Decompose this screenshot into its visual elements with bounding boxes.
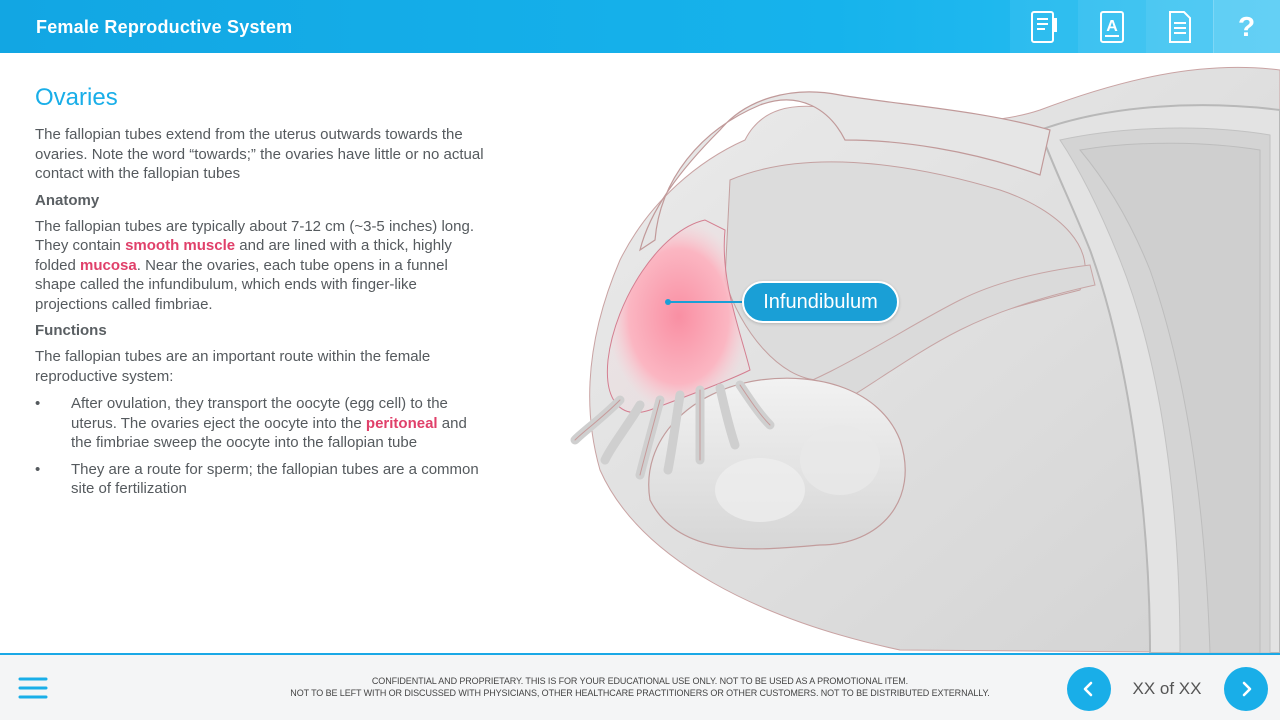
app-header	[0, 0, 1280, 53]
list-item	[35, 460, 485, 499]
intro-paragraph: The fallopian tubes extend from the uterus outwards towards the ovaries. Note the word “towards;” the ovaries have little or no actual contact with the fallopian tubes	[35, 126, 484, 182]
anatomy-text-1: The fallopian tubes are typically about 7-12 cm (~3-5 inches) long. They contain	[35, 217, 474, 254]
bullet-dot: •	[35, 460, 41, 478]
ovary-follicle	[715, 458, 805, 522]
anatomy-text-2: and are lined with a thick, highly folded	[35, 237, 452, 274]
bullet1-text-1: After ovulation, they transport the oocyte (egg cell) to the uterus. The ovaries eject the oocyte into the	[71, 395, 448, 432]
anatomy-paragraph	[35, 217, 485, 315]
hamburger-icon	[18, 675, 48, 701]
content-panel	[35, 84, 485, 506]
help-button[interactable]	[1213, 0, 1280, 53]
glossary-icon	[1099, 10, 1125, 44]
next-page-button[interactable]	[1224, 667, 1268, 711]
bullet-dot: •	[35, 395, 41, 412]
notebook-icon	[1029, 10, 1059, 44]
anatomy-text-3: . Near the ovaries, each tube opens in a funnel shape called the infundibulum, which ends with finger-like projections called fimbriae.	[35, 256, 448, 313]
anatomy-illustration	[560, 53, 1280, 653]
bullet1-text-2: and the fimbriae sweep the oocyte into the fallopian tube	[71, 414, 467, 451]
ovary-follicle	[800, 425, 880, 495]
term-mucosa[interactable]: mucosa	[80, 256, 137, 274]
help-icon: ?	[1237, 10, 1256, 42]
term-smooth-muscle[interactable]: smooth muscle	[125, 237, 236, 254]
menu-button[interactable]	[18, 675, 48, 701]
anatomy-heading: Anatomy	[35, 191, 100, 209]
disclaimer-line-2: NOT TO BE LEFT WITH OR DISCUSSED WITH PHYSICIANS, OTHER HEALTHCARE PRACTITIONERS OR OTHER CUSTOMERS. NOT TO BE DISTRIBUTED EXTERNALLY.	[290, 688, 990, 698]
functions-list	[35, 394, 485, 499]
app-footer	[0, 653, 1280, 720]
glossary-glyph: A	[1106, 17, 1118, 35]
disclaimer	[260, 675, 1020, 699]
notebook-button[interactable]	[1010, 0, 1078, 53]
chevron-left-icon	[1080, 680, 1098, 698]
chevron-right-icon	[1237, 680, 1255, 698]
infundibulum-callout[interactable]: Infundibulum	[742, 281, 899, 323]
app-title: Female Reproductive System	[36, 17, 293, 37]
bullet2-text: They are a route for sperm; the fallopian tubes are a common site of fertilization	[71, 460, 479, 497]
section-title: Ovaries	[35, 84, 118, 111]
functions-intro: The fallopian tubes are an important route within the female reproductive system:	[35, 348, 431, 385]
functions-heading: Functions	[35, 322, 107, 339]
document-icon	[1167, 10, 1193, 44]
callout-pointer-dot	[665, 299, 671, 305]
term-peritoneal[interactable]: peritoneal	[365, 414, 438, 432]
page-counter: XX of XX	[1132, 679, 1202, 698]
list-item	[35, 394, 485, 453]
document-button[interactable]	[1146, 0, 1214, 53]
previous-page-button[interactable]	[1067, 667, 1111, 711]
glossary-button[interactable]	[1078, 0, 1146, 53]
disclaimer-line-1: CONFIDENTIAL AND PROPRIETARY. THIS IS FOR YOUR EDUCATIONAL USE ONLY. NOT TO BE USED AS A PROMOTIONAL ITEM.	[371, 676, 909, 686]
